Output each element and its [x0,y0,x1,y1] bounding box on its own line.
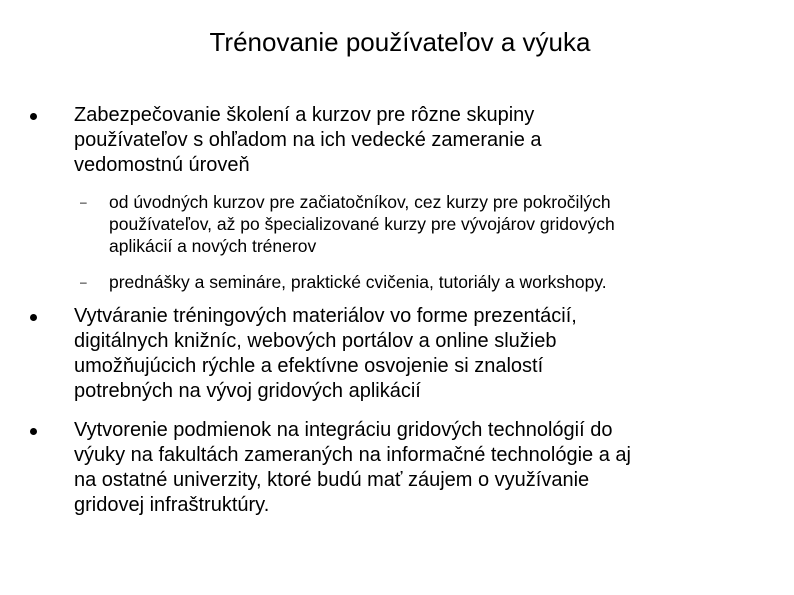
bullet-dot-icon [30,113,37,120]
slide-title: Trénovanie používateľov a výuka [209,27,591,57]
bullet-line: Vytvorenie podmienok na integráciu gridových technológií do [74,419,613,441]
sub-bullet-item [80,191,759,257]
bullet-dot-icon [30,428,37,435]
bullet-item [74,103,754,178]
bullet-line: gridovej infraštruktúry. [74,494,270,516]
bullet-item [74,304,754,404]
dash-marker-icon: – [80,275,87,289]
bullet-line: vedomostnú úroveň [74,154,250,176]
bullet-line: na ostatné univerzity, ktoré budú mať záujem o využívanie [74,469,590,491]
sub-bullet-line: od úvodných kurzov pre začiatočníkov, cez kurzy pre pokročilých [109,192,611,212]
bullet-line: Zabezpečovanie školení a kurzov pre rôzne skupiny [74,104,535,126]
bullet-line: výuky na fakultách zameraných na informačné technológie a aj [74,444,631,466]
bullet-line: potrebných na vývoj gridových aplikácií [74,380,421,402]
sub-bullet-line: používateľov, až po špecializované kurzy pre vývojárov gridových [109,214,615,234]
dash-marker-icon: – [80,195,87,209]
sub-bullet-line: prednášky a semináre, praktické cvičenia, tutoriály a workshopy. [109,272,607,292]
bullet-item [74,418,754,518]
bullet-line: Vytváranie tréningových materiálov vo forme prezentácií, [74,305,577,327]
sub-bullet-line: aplikácií a nových trénerov [109,236,317,256]
bullet-dot-icon [30,314,37,321]
bullet-line: používateľov s ohľadom na ich vedecké zameranie a [74,129,542,151]
sub-bullet-item [80,271,759,293]
bullet-line: digitálnych knižníc, webových portálov a online služieb [74,330,557,352]
bullet-line: umožňujúcich rýchle a efektívne osvojenie si znalostí [74,355,544,377]
